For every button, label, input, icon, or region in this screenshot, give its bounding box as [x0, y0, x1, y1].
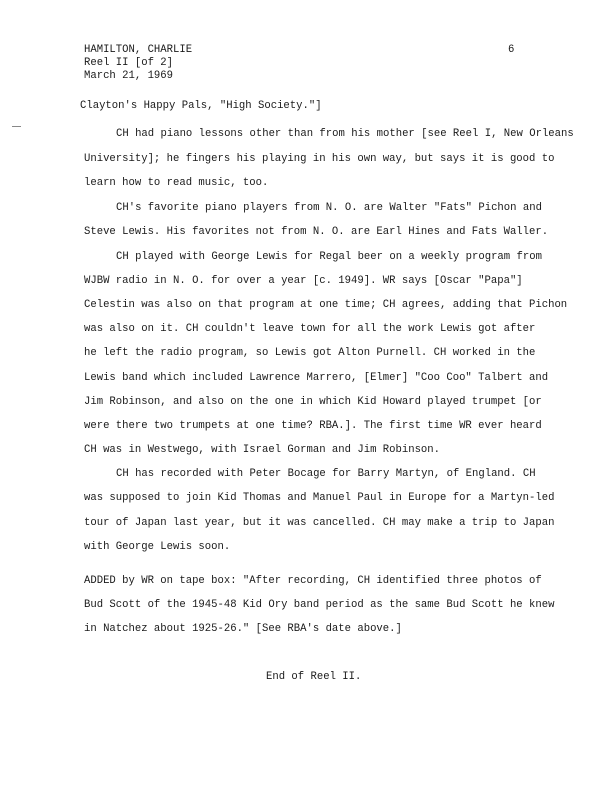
- text-line: he left the radio program, so Lewis got Alton Purnell. CH worked in the: [84, 347, 536, 359]
- text-line: tour of Japan last year, but it was cancelled. CH may make a trip to Japan: [84, 517, 555, 529]
- text-line: University]; he fingers his playing in his own way, but says it is good to: [84, 153, 555, 165]
- text-line: Lewis band which included Lawrence Marrero, [Elmer] "Coo Coo" Talbert and: [84, 372, 549, 384]
- text-line: Steve Lewis. His favorites not from N. O. are Earl Hines and Fats Waller.: [84, 226, 549, 238]
- text-line: CH has recorded with Peter Bocage for Barry Martyn, of England. CH: [116, 468, 536, 480]
- end-of-reel: End of Reel II.: [266, 671, 362, 683]
- text-line: Celestin was also on that program at one time; CH agrees, adding that Pichon: [84, 299, 568, 311]
- text-line: learn how to read music, too.: [84, 177, 269, 189]
- text-line: was supposed to join Kid Thomas and Manuel Paul in Europe for a Martyn-led: [84, 492, 555, 504]
- text-line: CH had piano lessons other than from his mother [see Reel I, New Orleans: [116, 128, 574, 140]
- text-line: CH was in Westwego, with Israel Gorman and Jim Robinson.: [84, 444, 441, 456]
- interview-date: March 21, 1969: [84, 70, 174, 82]
- page-number: 6: [508, 44, 515, 56]
- interviewee-name: HAMILTON, CHARLIE: [84, 44, 193, 56]
- text-line: Bud Scott of the 1945-48 Kid Ory band period as the same Bud Scott he knew: [84, 599, 555, 611]
- text-line: CH played with George Lewis for Regal beer on a weekly program from: [116, 251, 542, 263]
- text-line: Clayton's Happy Pals, "High Society."]: [80, 100, 322, 112]
- reel-label: Reel II [of 2]: [84, 57, 174, 69]
- document-header: [84, 44, 192, 83]
- margin-mark: [12, 126, 21, 127]
- text-line: CH's favorite piano players from N. O. are Walter "Fats" Pichon and: [116, 202, 542, 214]
- text-line: with George Lewis soon.: [84, 541, 231, 553]
- text-line: WJBW radio in N. O. for over a year [c. 1949]. WR says [Oscar "Papa"]: [84, 275, 523, 287]
- text-line: were there two trumpets at one time? RBA.]. The first time WR ever heard: [84, 420, 542, 432]
- text-line: ADDED by WR on tape box: "After recording, CH identified three photos of: [84, 575, 542, 587]
- text-line: was also on it. CH couldn't leave town for all the work Lewis got after: [84, 323, 536, 335]
- text-line: in Natchez about 1925-26." [See RBA's date above.]: [84, 623, 402, 635]
- text-line: Jim Robinson, and also on the one in which Kid Howard played trumpet [or: [84, 396, 542, 408]
